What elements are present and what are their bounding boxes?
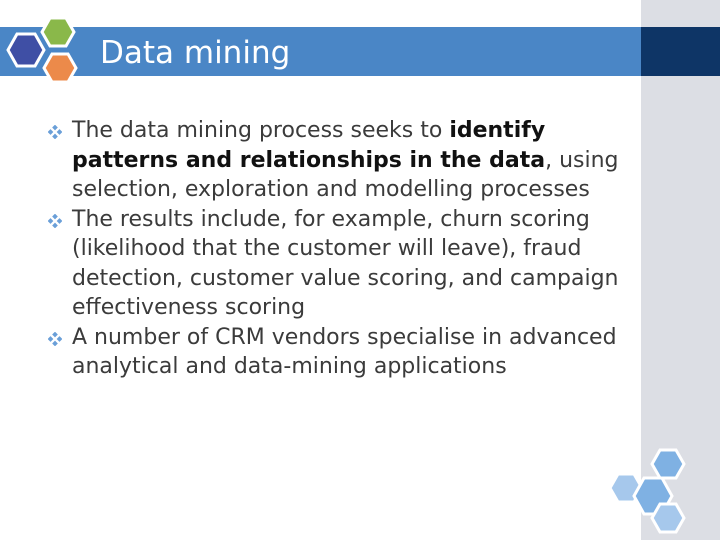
slide-title: Data mining: [100, 35, 291, 71]
bullet-list: [48, 116, 648, 382]
bullet-text: The results include, for example, churn scoring (likelihood that the customer will leave), fraud detection, customer value scoring, and campaign effectiveness scoring: [72, 206, 619, 320]
bullet-text: The data mining process seeks to: [72, 118, 450, 143]
bullet-text: A number of CRM vendors specialise in advanced analytical and data-mining applications: [72, 324, 617, 379]
header-hexagon-cluster-icon: [8, 18, 76, 82]
corner-hexagon-bottom: [652, 504, 684, 532]
corner-hexagon-top: [652, 450, 684, 478]
diamond-bullet-icon: [48, 332, 62, 346]
corner-hexagon-cluster-icon: [610, 450, 684, 532]
navy-hexagon: [8, 34, 44, 66]
bullet-text-bold: identify patterns and relationships in the data: [72, 118, 546, 173]
diamond-bullet-icon: [48, 214, 62, 228]
green-hexagon: [42, 18, 74, 46]
diamond-bullet-icon: [48, 125, 62, 139]
bullet-text-tail: , using selection, exploration and modelling processes: [72, 147, 619, 202]
bullet-item: [48, 323, 648, 382]
bullet-item: [48, 205, 648, 323]
bullet-item: [48, 116, 648, 205]
orange-hexagon: [44, 54, 76, 82]
